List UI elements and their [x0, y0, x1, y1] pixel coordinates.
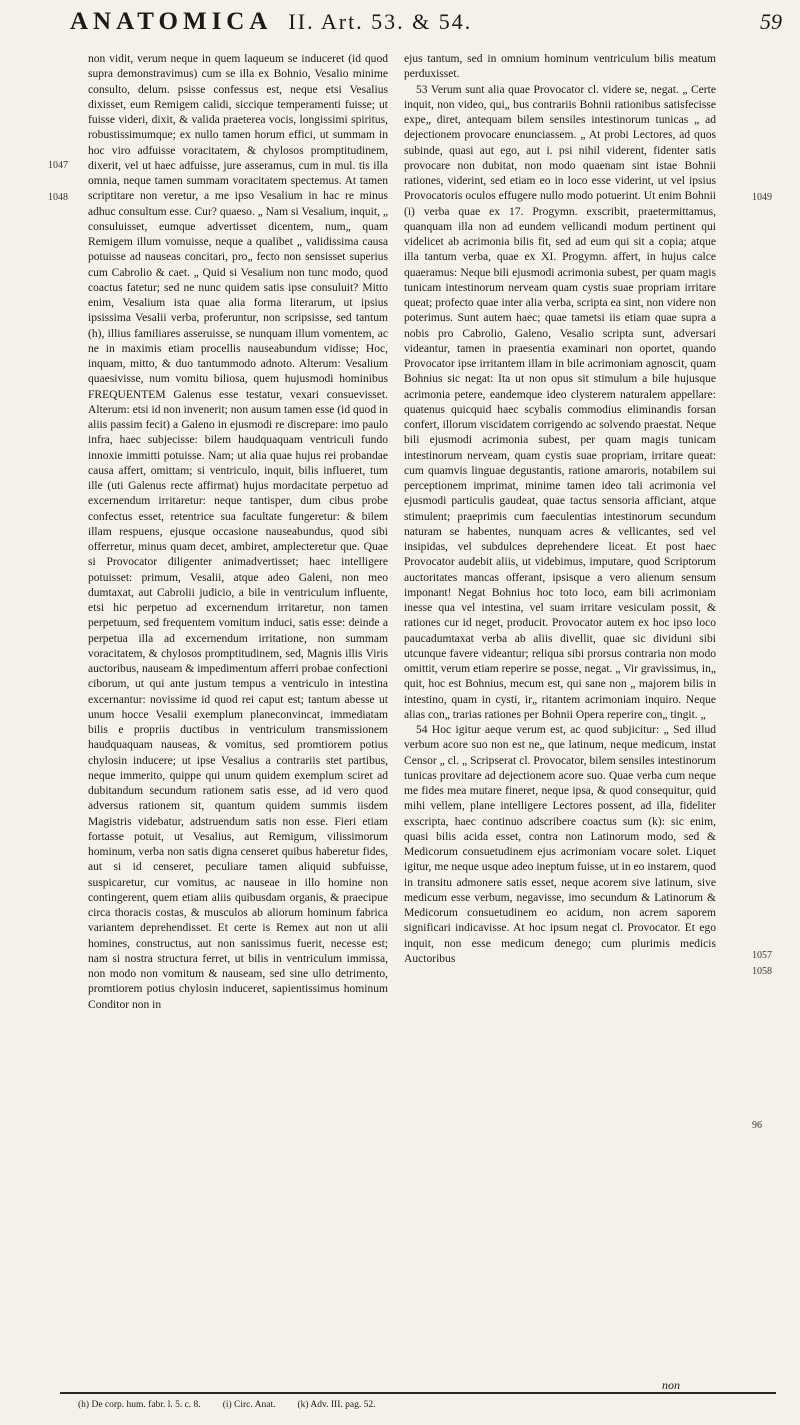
right-column-paragraph-1: ejus tantum, sed in omnium hominum ventriculum bilis meatum perduxisset.: [404, 53, 716, 81]
footnote-k: (k) Adv. III. pag. 52.: [297, 1400, 376, 1410]
running-title: ANATOMICA: [70, 8, 273, 35]
margin-note-right-2: 1057: [752, 950, 772, 961]
footnote-i: (i) Circ. Anat.: [222, 1400, 276, 1410]
catchword: non: [662, 1378, 680, 1392]
page-number: 59: [760, 9, 782, 34]
footnote-h: (h) De corp. hum. fabr. l. 5. c. 8.: [78, 1400, 201, 1410]
footnote-rule: [60, 1392, 776, 1394]
margin-note-right-3: 1058: [752, 966, 772, 977]
right-column: [404, 52, 716, 1372]
running-header: [70, 8, 782, 44]
footnotes: [78, 1400, 710, 1410]
margin-note-left-2: 1048: [48, 192, 68, 203]
margin-note-left-1: 1047: [48, 160, 68, 171]
left-column-paragraph: non vidit, verum neque in quem laqueum se induceret (id quod supra demonstravimus) cum se illa ex Bohnio, Vesalio minime consulto, delum. psisse confessus est, neque etsi Vesalius dixisset, eum Remigem calidi, siccique temperamenti fuisse; ut fuisse videri, dixit, & valida praeterea vocis, longissimi spiritus, robustissimumque; ex nullo tamen horum effici, ut summam in hoc viro adfuisse voracitatem, & chylosos promptitudinem, dixerit, vel ut haec adfuisse, jure asseramus, cum in mul. tis illa omnia, neque tamen summam voracitatem spectemus. At tamen scriptitare non veretur, a me ipso Vesalium in hac re minus adhuc consultum esse. Cur? quaeso. „ Nam si Vesalium, inquit, „ consuluisset, eumque advertisset dicentem, num„ quam Remigem illum vomuisse, neque a qualibet „ validissima causa potuisse ad nauseas concitari, pro„ fecto non sensisset superius cum Cabrolio & caet. „ Quid si Vesalium non tunc modo, quod coactus fatetur; sed ne nunc quidem satis ipse consuluit? Mitto enim, Vesalium ista quae alia forma literarum, ut ipsius ipsissima Vesalii verba, proferuntur, non scripsisse, sed tantum (h), illius familiares asseruisse, se nunquam illum vomentem, ac ne in maximis etiam procellis nauseabundum vidisse; Hoc, inquam, mitto, & duo tantummodo adnoto. Alterum: Vesalium quaesivisse, num vomitu biliosa, quem hujusmodi hominibus FREQUENTEM Galenus esse testatur, vexari consuevisset. Alterum: etsi id non invenerit; non ausum tamen esse (id quod in aliis passim fecit) a Galeno in ejusmodi re discrepare: imo paulo infra, haec subjecisse: bilem haudquaquam ventriculi fundo innoxie immitti potuisse. Nam; ut alia quae hujus rei probandae causa affert, omittam; si ventriculo, inquit, bilis influeret, tum ille (uti Galenus recte affirmat) hujus mordacitate perpetuo ad excernendum irritaretur: neque tantisper, dum cibus probe confectus esset, retentrice sua facultate fungeretur: & bilem illam respuens, ejusque occasione nauseabundus, quod sibi offerretur, minus quam decet, ambiret, amplecteretur que. Quae si Provocator diligenter animadvertisset; haec intelligere potuisset: primum, Vesalii, atque adeo Galeni, non meo dumtaxat, aut Cabrolii judicio, a bile in ventriculum influente, etsi hic perpetuo ad excernendum irritaretur, non tamen perpetuum, sed frequentem vomitum induci, satis esse: deinde a perpetua illa ad excernendum irritatione, non summam voracitatem, & chylosos promptitudinem, sed, Magnis illis Viris auctoribus, nauseam & impedimentum afferri probae confectioni ciborum, ut qui ante justum tempus a ventriculo in intestina excernantur: novissime id quod rei caput est; tantum abesse ut unum hocce Vesalii exemplum planeconvincat, immediatam bilis e propriis ductibus in ventriculum transmissionem haudquaquam nauseas, & vomitus, sed promtiorem potius chylosin inducere; ut ipse Vesalius a contrariis stet partibus, neque immerito, quippe qui unum quidem exemplum sciret ad dubitandum secundum rationem satis esse, ad id vero quod adversus rationem sit, quantum quidem summis iisdem Magistris videbatur, adstruendum satis non esse. Fieri etiam fortasse potuit, ut Vesalius, aut Remigum, vilissimorum hominum, verba non satis digna censeret quibus haberetur fides, aut si id censeret, peculiare tamen aliquid subfuisse, suspicaretur, cur vomitus, ac nauseae in illo homine non contingerent, quem etiam aliis quibusdam organis, & praecipue circa thoracis costas, & musculos ab aliorum hominum fabrica variantem deprehendisset. Et certe is Remex aut non ut alii homines, constructus, aut non sanissimus fuerit, necesse est; nam si nostra structura ferret, ut bilis in ventriculum immissa, non modo non vomitum & nauseam, sed sine ullo detrimento, promtiorem potius chylosin induceret, sapientissimus hominum Conditor non in: [88, 53, 388, 1011]
margin-note-right-1: 1049: [752, 192, 772, 203]
margin-note-right-4: 96: [752, 1120, 762, 1131]
right-column-paragraph-2: 53 Verum sunt alia quae Provocator cl. videre se, negat. „ Certe inquit, non video, qui„ bus contrariis Bohnii rationibus satisfecisse expe„ diret, antequam bilem sensiles intestinorum tunicas „ ad dejectionem provocare enunciassem. „ At probi Lectores, ad quos subinde, quasi aut ego, aut i. psi nihil viderent, fidenter satis provocare non dubitat, non modo quaenam sint istae Bohnii rationes, viderint, sed etiam eo in loco esse viderint, ut vel ipsius Provocatoris oculos effugere nullo modo potuerint. Ut enim Bohnii (i) verba quae ex 17. Progymn. exscribit, praetermittamus, quanquam illa non ad eundem vellicandi modum pertinent qui videlicet ab acrimonia bilis fit, sed ad eum qui sit a copia; atque illa tantum verba, quae ex XI. Progymn. affert, in hujus calce quaeramus: Neque bili ejusmodi acrimonia subest, per quam magis tunicam intestinorum nerveam quam cystis suae propriam irritare queat; profecto quae inter alia verba, scripta ea sint, non videre non poterimus. Sunt autem haec; quae tametsi iis etiam quae supra a nobis pro Cabrolio, Galeno, Vesalio scripta sunt, adversari videantur, tamen in praesentia examinari non oportet, quando Provocator ipse irritantem illam in bile acrimoniam agnoscit, quam Bohnius sic negat: Ita ut non opus sit stimulum a bile hujusque acrimonia petere, eandemque ideo clysterem naturalem appellare: quatenus quicquid haec scybalis commodius eliminandis forsan confert, illorum viscidatem corrigendo ac solvendo praestat. Neque bili ejusmodi acrimonia subest, per quam magis tunicam intestinorum nerveam, quam cystis suae propriam, irritare queat: cum quamvis linguae degustantis, ratione amaroris, notabilem sui perceptionem imprimat, minime tamen ideo tali acrimonia vel ejusmodi particulis gaudeat, quae tactus sensoria afficiant, atque stimulent; praeprimis cum faeculentias intestinorum secundum naturam se habentes, nunquam acres & vellicantes, sed vel insipidas, vel subdulces deprehendere liceat. Et post haec Provocator audebit aliis, ut videbimus, imputare, quod Scriptorum auctoritates mancas offerant, ipsisque a vero alienum sensum imponant! Negat Bohnius hoc toto loco, eam bili acrimoniam inesse qua vel intestina, vel suam irritare vesiculam possit, & rationes cur id neget, producit. Provocator autem ex hoc ipso loco paucadumtaxat verba ab aliis divellit, quae sic dividuni sibi utcunque favere videantur; reliqua sibi prorsus contraria non modo omittit, verum etiam reperire se posse, negat. „ Vir gravissimus, in„ quit, hoc est Bohnius, mecum est, qui sane non „ majorem bilis in intestino, quam in cysti, ir„ ritantem acrimoniam inquiro. Neque alias con„ trarias rationes per Bohnii Opera reperire con„ tingit. „: [404, 83, 716, 721]
left-column: [88, 52, 388, 1372]
section-reference: II. Art. 53. & 54.: [288, 9, 473, 34]
right-column-paragraph-3: 54 Hoc igitur aeque verum est, ac quod subjicitur: „ Sed illud verbum acore suo non est ne„ que latinum, neque medicum, instat Censor „ cl. „ Scripserat cl. Provocator, bilem sensiles intestinorum tunicas provitare ad dejectionem acore suo. Quae verba cum neque me fides mea mutare fineret, neque ipsa, & quod consequitur, quid mihi vellem, plane intelligere Lectores possent, ad illa, fideliter exscripta, haec continuo adscribere coactus sum (k): sic enim, quasi bilis acida esset, contra non Latinorum modo, sed & Medicorum consuetudinem ejus acrimoniam vocare solet. Liquet igitur, me neque usque adeo ineptum fuisse, ut in eo instarem, quod in transitu admonere satis esset, neque acorem sive latinum, sive medicum esse verbum, negavisse, imo secundum & Latinorum & Medicorum consuetudinem eo acidum, non acrem saporem significari indicavisse. At hoc ipsum negat cl. Provocator. Et ego inquit, non esse medicum denego; cum plurimis medicis Auctoribus: [404, 724, 716, 965]
